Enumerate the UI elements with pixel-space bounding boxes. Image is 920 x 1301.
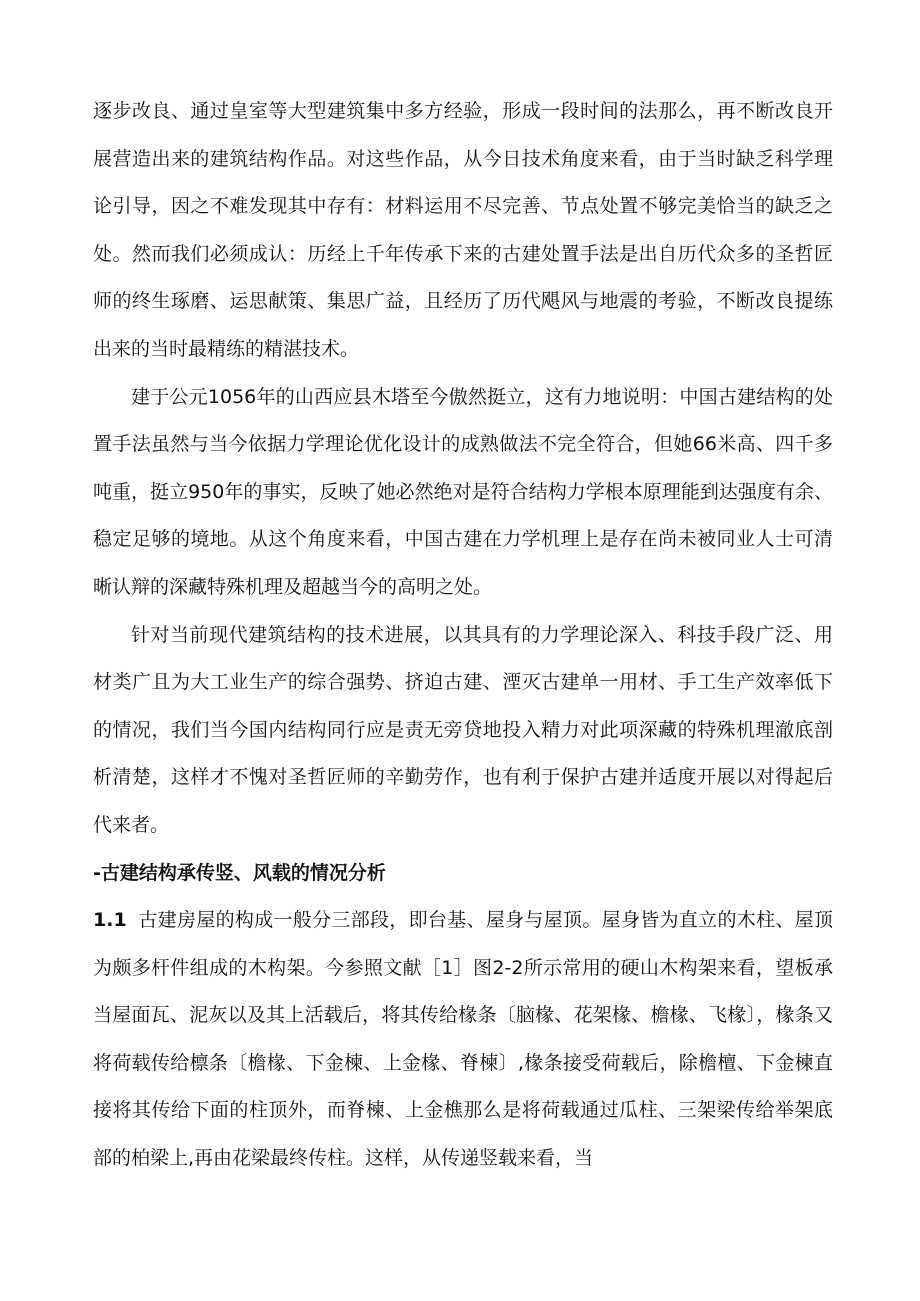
paragraph-2: 建于公元1056年的山西应县木塔至今傲然挺立，这有力地说明：中国古建结构的处置手法虽然与当今依据力学理论优化设计的成熟做法不完全符合，但她66米高、四千多吨重，挺立950年的事实，反映了她必然绝对是符合结构力学根本原理能到达强度有余、稳定足够的境地。从这个角度来看，中国古建在力学机理上是存在尚未被同业人士可清晰认辩的深藏特殊机理及超越当今的高明之处。 bbox=[93, 385, 833, 598]
document-page bbox=[93, 88, 833, 1183]
section-number: 1.1 bbox=[93, 909, 127, 932]
paragraph-3: 针对当前现代建筑结构的技术进展，以其具有的力学理论深入、科技手段广泛、用材类广且为大工业生产的综合强势、挤迫古建、湮灭古建单一用材、手工生产效率低下的情况，我们当今国内结构同行应是责无旁贷地投入精力对此项深藏的特殊机理澈底剖析清楚，这样才不愧对圣哲匠师的辛勤劳作，也有利于保护古建并适度开展以对得起后代来者。 bbox=[93, 623, 833, 836]
paragraph-1: 逐步改良、通过皇室等大型建筑集中多方经验，形成一段时间的法那么，再不断改良开展营造出来的建筑结构作品。对这些作品，从今日技术角度来看，由于当时缺乏科学理论引导，因之不难发现其中存有：材料运用不尽完善、节点处置不够完美恰当的缺乏之处。然而我们必须成认：历经上千年传承下来的古建处置手法是出自历代众多的圣哲匠师的终生琢磨、运思献策、集思广益，且经历了历代飓风与地震的考验，不断改良提练出来的当时最精练的精湛技术。 bbox=[93, 100, 833, 360]
section-heading: -古建结构承传竖、风载的情况分析 bbox=[93, 861, 386, 884]
paragraph-4-text: 古建房屋的构成一般分三部段，即台基、屋身与屋顶。屋身皆为直立的木柱、屋顶为颇多杆件组成的木构架。今参照文献［1］图2-2所示常用的硬山木构架来看，望板承当屋面瓦、泥灰以及其上活载后，将其传给椽条〔脑椽、花架椽、檐椽、飞椽〕，椽条又将荷载传给檩条〔檐椽、下金楝、上金椽、脊楝〕,椽条接受荷载后，除檐檀、下金楝直接将其传给下面的柱顶外，而脊楝、上金樵那么是将荷载通过瓜柱、三架梁传给举架底部的柏梁上,再由花梁最终传柱。这样，从传递竖载来看，当 bbox=[93, 909, 833, 1170]
paragraph-4 bbox=[93, 897, 833, 1183]
